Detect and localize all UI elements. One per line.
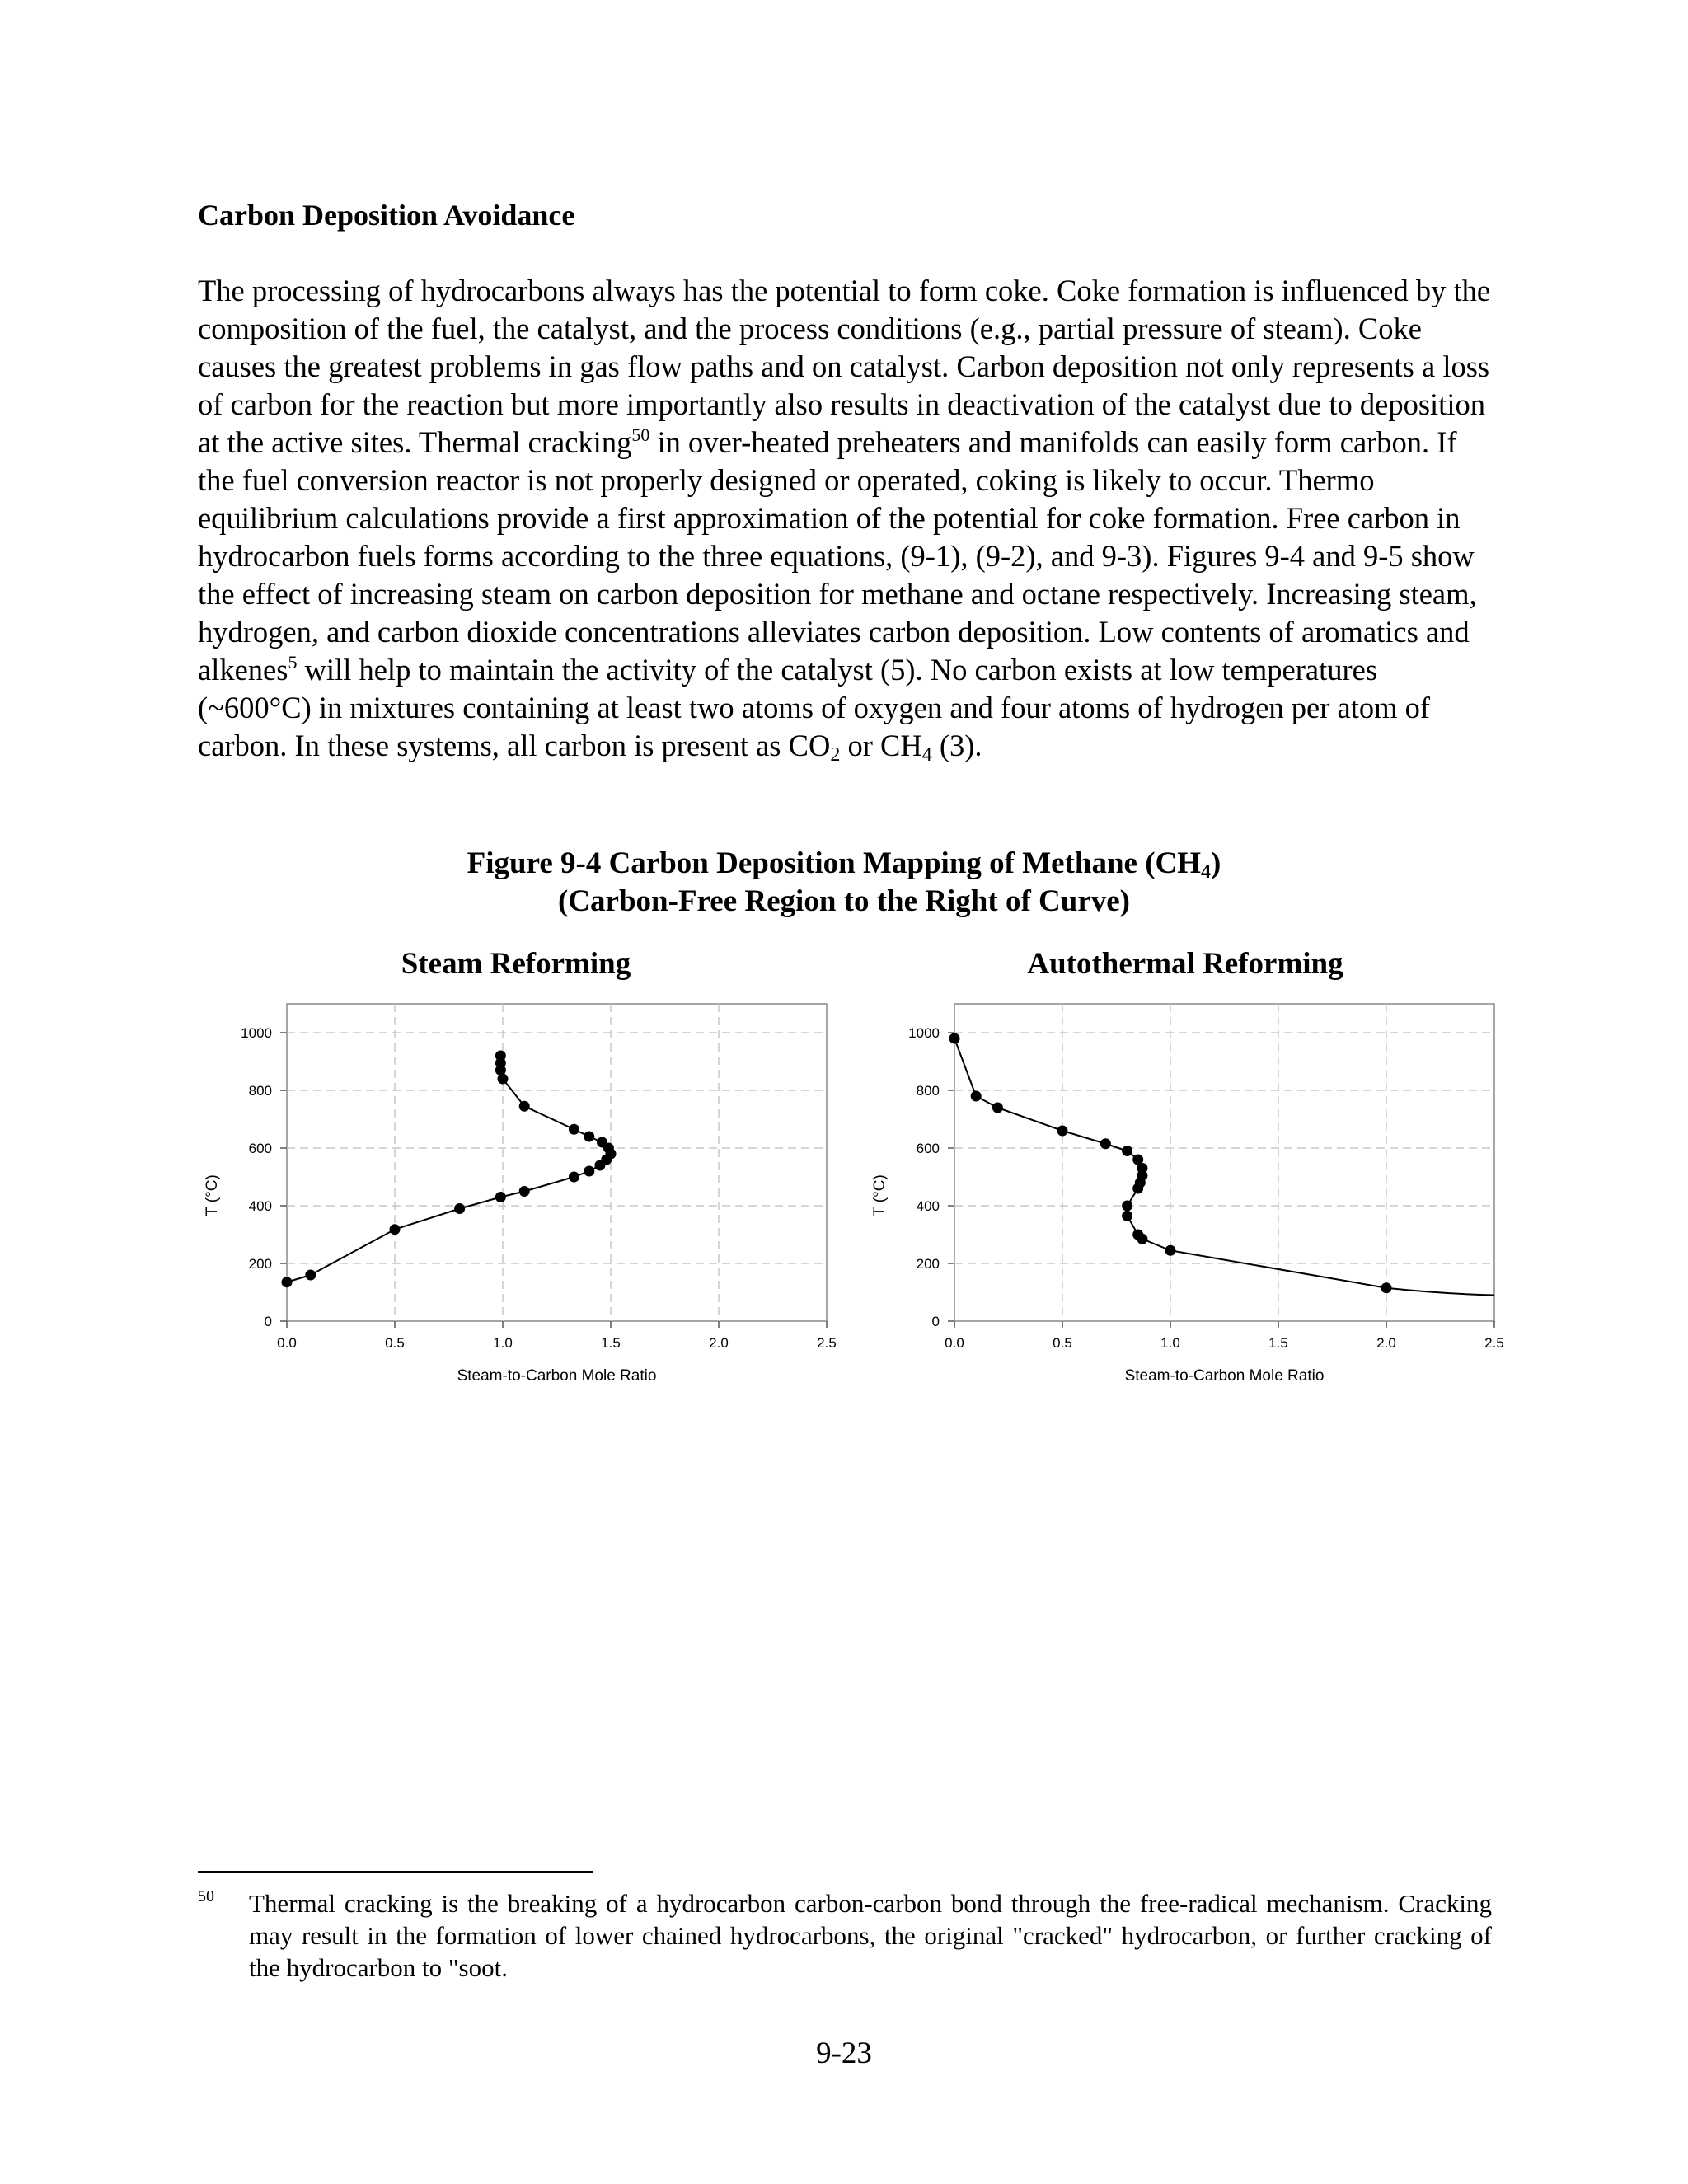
x-axis-label: Steam-to-Carbon Mole Ratio [1124,1367,1325,1385]
figure-caption [0,845,1688,921]
y-tick-label: 600 [248,1141,272,1156]
data-point [992,1103,1003,1113]
chart-title-steam: Steam Reforming [401,947,631,981]
data-point [282,1277,293,1287]
x-tick-label: 1.0 [493,1335,513,1351]
x-tick-label: 0.0 [945,1335,964,1351]
data-point [454,1203,465,1214]
x-axis-label: Steam-to-Carbon Mole Ratio [457,1367,657,1385]
paragraph-text: The processing of hydrocarbons always has the potential to form coke. Coke formation is influenced by the composition of the fuel, the catalyst, and the process conditions (e.g., partial pressure of steam). Coke causes the greatest problems in gas flow paths and on catalyst. Carbon deposition not only represents a loss of carbon for the reaction but more importantly also results in deactivation of the catalyst due to deposition at the active sites. Thermal cracking$^{50}$ in over-heated preheaters and manifolds can easily form carbon. If the fuel conversion reactor is not properly designed or operated, coking is likely to occur. Thermo equilibrium calculations provide a first approximation of the potential for coke formation. Free carbon in hydrocarbon fuels forms according to the three equations, (9-1), (9-2), and 9-3). Figures 9-4 and 9-5 show the effect of increasing steam on carbon deposition for methane and octane respectively. Increasing steam, hydrogen, and carbon dioxide concentrations alleviates carbon deposition. Low contents of aromatics and alkenes$^5$ will help to maintain the activity of the catalyst (5). No carbon exists at low temperatures (~600°C) in mixtures containing at least two atoms of oxygen and four atoms of hydrogen per atom of carbon. In these systems, all carbon is present as $CO_2$ or $CH_4$ (3). [198,274,1491,766]
x-tick-label: 0.5 [385,1335,405,1351]
x-tick-label: 2.5 [817,1335,837,1351]
y-tick-label: 200 [248,1256,272,1272]
y-tick-label: 400 [916,1198,940,1214]
y-axis-label: T (°C) [204,1174,221,1216]
x-tick-label: 0.5 [1053,1335,1072,1351]
x-tick-label: 1.5 [1268,1335,1288,1351]
y-tick-label: 1000 [908,1025,940,1041]
data-point [495,1192,506,1202]
y-tick-label: 200 [916,1256,940,1272]
chart-title-autothermal: Autothermal Reforming [1027,947,1343,981]
data-point [519,1186,530,1197]
x-tick-label: 1.0 [1160,1335,1180,1351]
y-tick-label: 0 [931,1314,940,1329]
x-tick-label: 2.0 [1376,1335,1396,1351]
footnote-text: Thermal cracking is the breaking of a hydrocarbon carbon-carbon bond through the free-radical mechanism. Cracking may result in the formation of lower chained hydrocarbons, the original "cracked" hydrocarbon, or further cracking of the hydrocarbon to "soot. [249,1889,1492,1982]
footnote-50 [198,1887,1492,1984]
x-tick-label: 0.0 [277,1335,297,1351]
footnote-ref-50[interactable]: 50 [631,424,650,445]
data-point [971,1091,982,1102]
figure-caption-line2: (Carbon-Free Region to the Right of Curve) [558,884,1130,918]
x-tick-label: 2.5 [1484,1335,1504,1351]
section-heading: Carbon Deposition Avoidance [198,199,575,232]
data-point [597,1137,607,1148]
reference-ref-5: 5 [288,652,298,673]
footnote-divider [198,1871,593,1873]
data-point [1132,1183,1143,1194]
plot-area [954,1004,1494,1321]
x-tick-label: 1.5 [601,1335,621,1351]
plot-area [287,1004,827,1321]
data-point [1100,1138,1111,1149]
data-point [1122,1211,1132,1221]
chart-steam-reforming [190,989,849,1426]
y-axis-label: T (°C) [871,1174,889,1216]
footnote-number: 50 [198,1887,214,1905]
data-point [584,1166,594,1177]
data-point [519,1101,530,1112]
page-number: 9-23 [816,2036,872,2070]
data-point [1122,1146,1132,1156]
y-tick-label: 600 [916,1141,940,1156]
y-tick-label: 1000 [241,1025,272,1041]
data-point [305,1270,316,1281]
data-point [584,1132,594,1142]
data-point [1122,1201,1132,1212]
data-point [390,1224,401,1235]
data-point [569,1124,579,1135]
y-tick-label: 0 [264,1314,272,1329]
figure-caption-line1: Figure 9-4 Carbon Deposition Mapping of Methane $(CH_4)$ [467,846,1221,883]
data-point [950,1033,960,1044]
data-point [569,1172,579,1183]
data-point [1165,1245,1176,1256]
body-paragraph [198,272,1492,765]
y-tick-label: 800 [248,1083,272,1099]
data-point [495,1051,506,1062]
data-point [1137,1234,1147,1244]
y-tick-label: 800 [916,1083,940,1099]
data-point [1381,1282,1392,1293]
x-tick-label: 2.0 [709,1335,729,1351]
chart-autothermal-reforming [857,989,1517,1426]
data-point [1057,1126,1068,1137]
y-tick-label: 400 [248,1198,272,1214]
